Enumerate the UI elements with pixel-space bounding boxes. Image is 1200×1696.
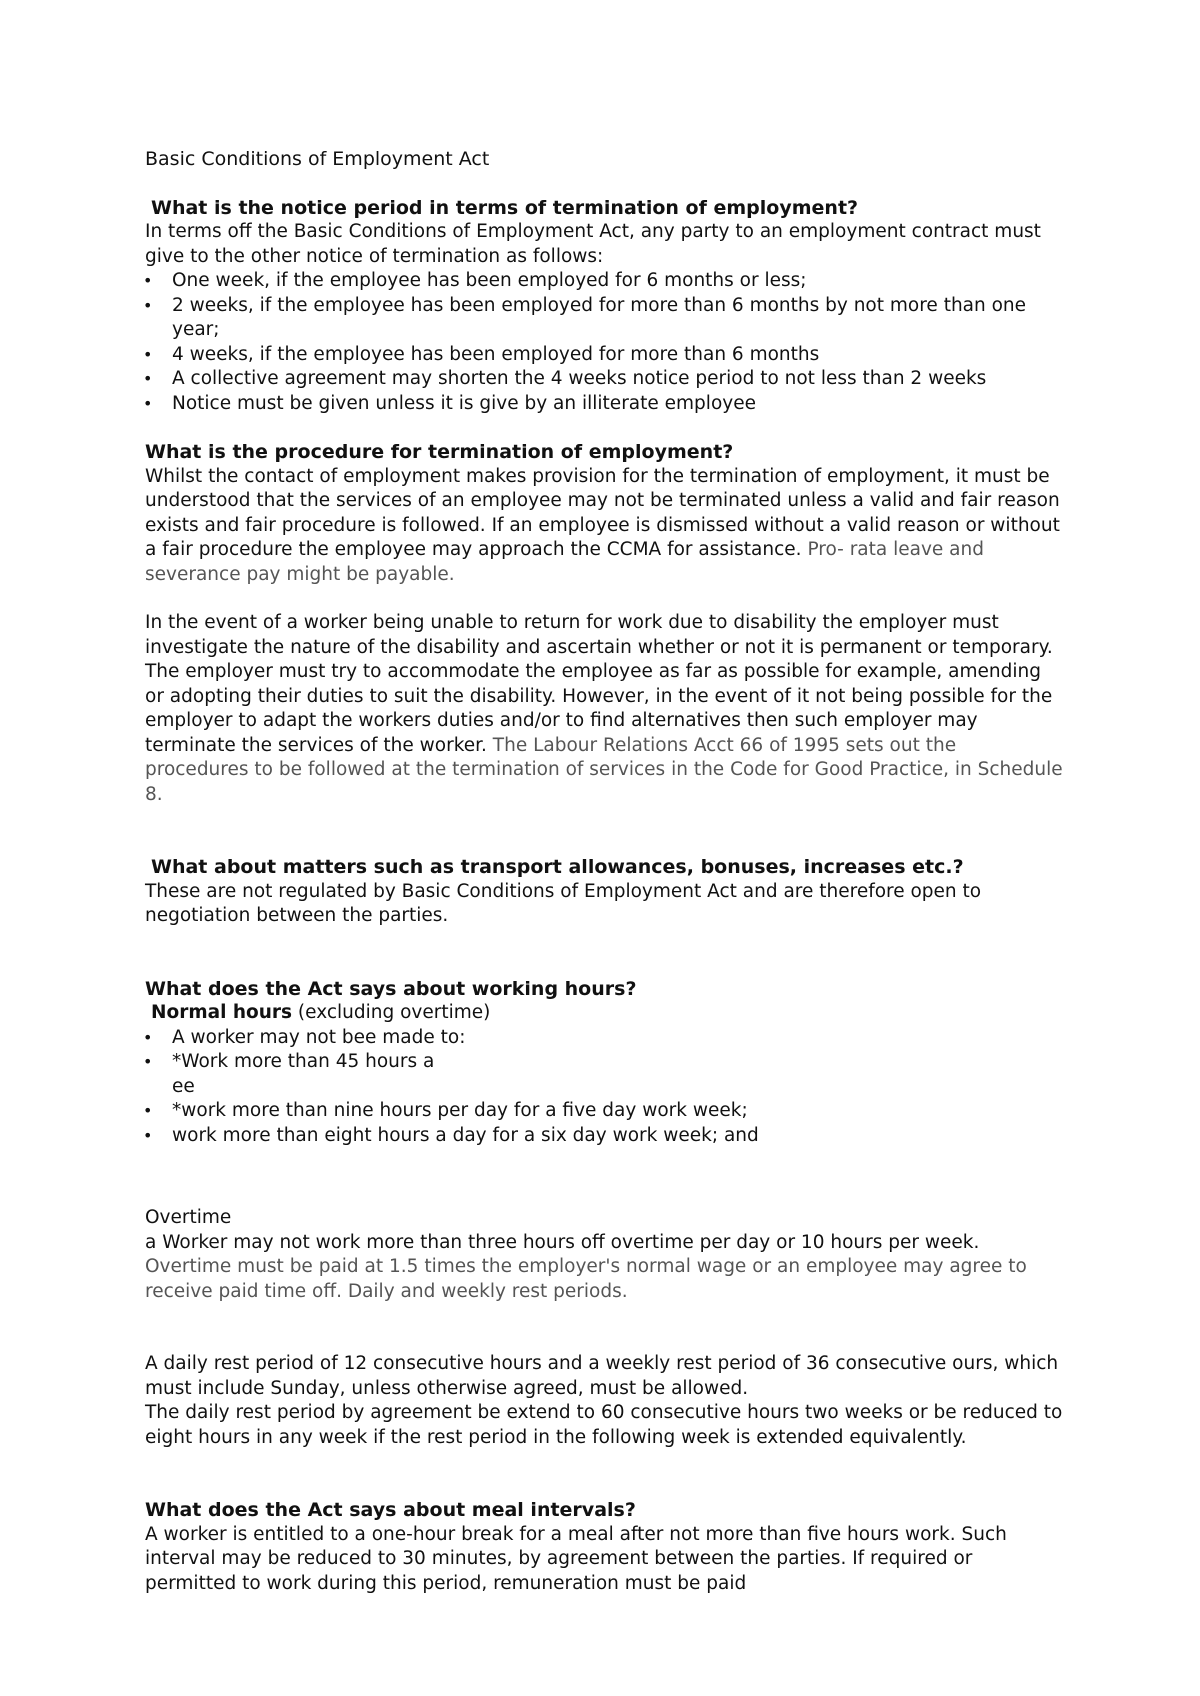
bullet-icon: • [143,393,153,413]
list-item: • 2 weeks, if the employee has been employed for more than 6 months by not more than one year; [143,294,1027,340]
list-item: • *work more than nine hours per day for a five day work week; [145,1099,1065,1124]
list-item: • 4 weeks, if the employee has been employed for more than 6 months [145,343,1065,368]
procedure-paragraph-2: In the event of a worker being unable to return for work due to disability the employer must investigate the nature of the disability and ascertain whether or not it is permanent or temporary. The employer must try to accommodate the employee as far as possible for example, amending or adopting their duties to suit the disability. However, in the event of it not being possible for the employer to adapt the workers duties and/or to find alternatives then such employer may terminate the services of the worker. The Labour Relations Acct 66 of 1995 sets out the procedures to be followed at the termination of services in the Code for Good Practice, in Schedule 8. [145,612,1063,805]
notice-intro: In terms off the Basic Conditions of Employment Act, any party to an employment contract must give to the other notice of termination as follows: [145,221,1041,267]
list-item: • *Work more than 45 hours a ee [143,1051,435,1097]
bullet-icon: • [143,1101,153,1120]
allowances-body: These are not regulated by Basic Conditions of Employment Act and are therefore open to negotiation between the parties. [145,880,982,926]
procedure-heading: What is the procedure for termination of employment? [145,441,734,463]
hours-list [145,1026,1065,1149]
list-item: • work more than eight hours a day for a six day work week; and [145,1124,1065,1149]
bullet-icon: • [143,271,153,290]
procedure-paragraph-1: Whilst the contact of employment makes provision for the termination of employment, it must be understood that the services of an employee may not be terminated unless a valid and fair reason exists and fair procedure is followed. If an employee is dismissed without a valid reason or without a fair procedure the employee may approach the CCMA for assistance. Pro- rata leave and severance pay might be payable. [145,465,1060,585]
rest-paragraph-2: The daily rest period by agreement be extend to 60 consecutive hours two weeks or be reduced to eight hours in any week if the rest period in the following week is extended equivalently. [145,1402,1063,1448]
allowances-heading: What about matters such as transport allowances, bonuses, increases etc.? [151,856,964,878]
overtime-body: a Worker may not work more than three hours off overtime per day or 10 hours per week. Overtime must be paid at 1.5 times the employer's normal wage or an employee may agree to receive paid time off. Daily and weekly rest periods. [145,1231,1027,1302]
rest-paragraph-1: A daily rest period of 12 consecutive hours and a weekly rest period of 36 consecutive ours, which must include Sunday, unless otherwise agreed, must be allowed. [145,1353,1059,1399]
bullet-icon: • [143,1027,153,1047]
list-item: • One week, if the employee has been employed for 6 months or less; [145,269,1065,294]
bullet-icon: • [143,295,153,315]
list-item: • Notice must be given unless it is give by an illiterate employee [145,392,1065,417]
notice-heading: What is the notice period in terms of termination of employment? [151,196,859,219]
hours-heading: What does the Act says about working hours? [145,977,637,1000]
bullet-icon: • [143,1125,153,1145]
document-page [145,147,1065,1596]
meals-heading: What does the Act says about meal intervals? [145,1499,636,1521]
bullet-icon: • [143,1052,153,1071]
document-title: Basic Conditions of Employment Act [145,148,490,170]
list-item: • A worker may not bee made to: [145,1026,1065,1051]
meals-body: A worker is entitled to a one-hour break for a meal after not more than five hours work. Such interval may be reduced to 30 minutes, by agreement between the parties. If required or permitted to work during this period, remuneration must be paid [145,1523,1007,1594]
bullet-icon: • [143,369,153,388]
overtime-label: Overtime [145,1207,232,1228]
bullet-icon: • [143,344,153,364]
list-item: • A collective agreement may shorten the 4 weeks notice period to not less than 2 weeks [145,367,1065,392]
normal-hours-line: Normal hours (excluding overtime) [151,1002,491,1023]
notice-list [145,269,1065,416]
